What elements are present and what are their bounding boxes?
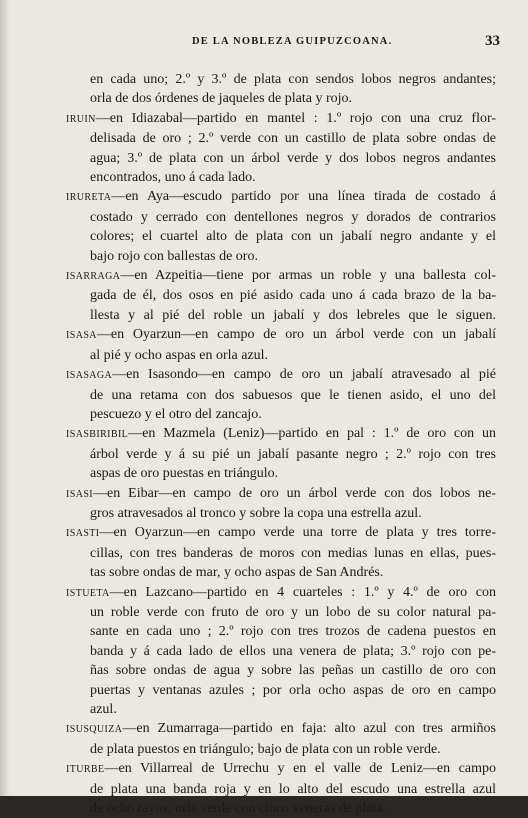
entry-surname: ISASA xyxy=(66,330,97,342)
line-text: ñas sobre ondas de agua y sobre las peñas un castillo de oro con xyxy=(90,663,496,679)
entry-surname: ISUSQUIZA xyxy=(66,724,123,736)
text-line xyxy=(66,405,496,424)
line-text: —en Isasondo—en campo de oro un jabalí atravesado al pié xyxy=(112,367,496,383)
text-line xyxy=(66,700,496,719)
line-text: —en Aya—escudo partido por una línea tirada de costado á xyxy=(111,189,496,205)
line-text: gada de él, dos osos en pié asido cada uno á cada brazo de la ba- xyxy=(90,288,496,304)
text-line xyxy=(66,661,496,680)
body-text xyxy=(66,70,496,818)
text-line xyxy=(66,445,496,464)
text-line xyxy=(66,70,496,89)
entry-heading-line xyxy=(66,523,496,543)
entry-surname: ISASTI xyxy=(66,528,100,540)
text-line xyxy=(66,149,496,168)
line-text: árbol verde y á su pié un jabalí pasante negro ; 2.º rojo con tres xyxy=(90,446,496,462)
entry-heading-line xyxy=(66,109,496,129)
line-text: azul. xyxy=(90,702,117,717)
line-text: —en Mazmela (Leniz)—partido en pal : 1.º de oro con un xyxy=(128,426,496,442)
entry-heading-line xyxy=(66,365,496,385)
line-text: de una retama con dos sabuesos que le tienen asido, el uno del xyxy=(90,387,496,403)
line-text: puertas y ventanas azules ; por orla ocho aspas de oro en campo xyxy=(90,682,496,698)
entry-surname: IRURETA xyxy=(66,192,112,204)
page-edge-shadow xyxy=(0,0,10,796)
text-line xyxy=(66,504,496,523)
text-line xyxy=(66,603,496,622)
line-text: costado y cerrado con dentellones negros y dorados de contrarios xyxy=(90,209,496,225)
line-text: gros atravesados al tronco y sobre la copa una estrella azul. xyxy=(90,505,422,521)
line-text: bajo rojo con ballestas de oro. xyxy=(90,248,258,264)
text-line xyxy=(66,129,496,148)
text-line xyxy=(66,346,496,365)
line-text: banda y á cada lado de ellos una venera de plata; 3.º rojo con pe- xyxy=(90,643,496,659)
text-line xyxy=(66,622,496,641)
text-line xyxy=(66,286,496,305)
entry-heading-line xyxy=(66,759,496,779)
line-text: —en Oyarzun—en campo de oro un árbol verde con un jabalí xyxy=(96,327,496,343)
text-line xyxy=(66,89,496,108)
line-text: aspas de oro puestas en triángulo. xyxy=(90,466,279,482)
page-header xyxy=(60,33,510,52)
line-text: en cada uno; 2.º y 3.º de plata con sendos lobos negros andantes; xyxy=(90,72,496,87)
text-line xyxy=(66,168,496,187)
text-line xyxy=(66,208,496,227)
line-text: —en Villarreal de Urrechu y en el valle de Leniz—en campo xyxy=(104,761,496,777)
entry-heading-line xyxy=(66,424,496,444)
entry-surname: ISASI xyxy=(66,488,94,500)
line-text: delisada de oro ; 2.º verde con un castillo de plata sobre ondas de xyxy=(90,131,496,147)
line-text: de ocho rayos; orla verde con cinco veneras de plata. xyxy=(90,801,387,817)
entry-surname: ISTUETA xyxy=(66,587,110,599)
entry-surname: IRUIN xyxy=(66,113,96,125)
text-line xyxy=(66,681,496,700)
entry-surname: ITURBE xyxy=(66,764,105,776)
line-text: tas sobre ondas de mar, y ocho aspas de San Andrés. xyxy=(90,565,384,581)
line-text: —en Lazcano—partido en 4 cuarteles : 1.º y 4.º de oro con xyxy=(109,584,496,600)
text-line xyxy=(66,544,496,563)
entry-surname: ISARRAGA xyxy=(66,271,121,283)
running-head: DE LA NOBLEZA GUIPUZCOANA. xyxy=(192,36,393,47)
text-line xyxy=(66,227,496,246)
line-text: sante en cada uno ; 2.º rojo con tres trozos de cadena puestos en xyxy=(90,624,496,640)
line-text: al pié y ocho aspas en orla azul. xyxy=(90,347,269,363)
entry-heading-line xyxy=(66,719,496,739)
text-line xyxy=(66,780,496,799)
page-number: 33 xyxy=(485,33,500,49)
text-line xyxy=(66,563,496,582)
entry-heading-line xyxy=(66,484,496,504)
text-line xyxy=(66,247,496,266)
line-text: —en Idiazabal—partido en mantel : 1.º rojo con una cruz flor- xyxy=(95,110,496,126)
line-text: —en Oyarzun—en campo verde una torre de plata y tres torre- xyxy=(99,525,496,541)
entry-surname: ISASBIRIBIL xyxy=(66,429,129,441)
text-line xyxy=(66,642,496,661)
line-text: —en Eibar—en campo de oro un árbol verde con dos lobos ne- xyxy=(93,485,496,501)
line-text: pescuezo y el otro del zancajo. xyxy=(90,406,262,422)
entry-heading-line xyxy=(66,583,496,603)
line-text: agua; 3.º de plata con un árbol verde y dos lobos negros andantes xyxy=(90,150,496,166)
line-text: orla de dos órdenes de jaqueles de plata y rojo. xyxy=(90,91,353,107)
line-text: cillas, con tres banderas de moros con medias lunas en ellas, pues- xyxy=(90,545,496,561)
line-text: de plata puestos en triángulo; bajo de plata con un roble verde. xyxy=(90,741,441,757)
text-line xyxy=(66,799,496,818)
text-line xyxy=(66,306,496,325)
text-line xyxy=(66,386,496,405)
line-text: encontrados, uno á cada lado. xyxy=(90,170,256,186)
line-text: —en Zumarraga—partido en faja: alto azul con tres armiños xyxy=(122,721,496,737)
text-line xyxy=(66,464,496,483)
entry-heading-line xyxy=(66,325,496,345)
line-text: colores; el cuartel alto de plata con un jabalí negro andante y el xyxy=(90,229,496,245)
entry-surname: ISASAGA xyxy=(66,370,113,382)
line-text: un roble verde con fruto de oro y un lobo de su color natural pa- xyxy=(90,604,496,620)
line-text: de plata una banda roja y en lo alto del escudo una estrella azul xyxy=(90,781,496,797)
line-text: llesta y al pié del roble un jabalí y dos lebreles que le siguen. xyxy=(90,307,496,323)
text-line xyxy=(66,740,496,759)
line-text: —en Azpeitia—tiene por armas un roble y una ballesta col- xyxy=(120,268,496,284)
entry-heading-line xyxy=(66,266,496,286)
entry-heading-line xyxy=(66,187,496,207)
